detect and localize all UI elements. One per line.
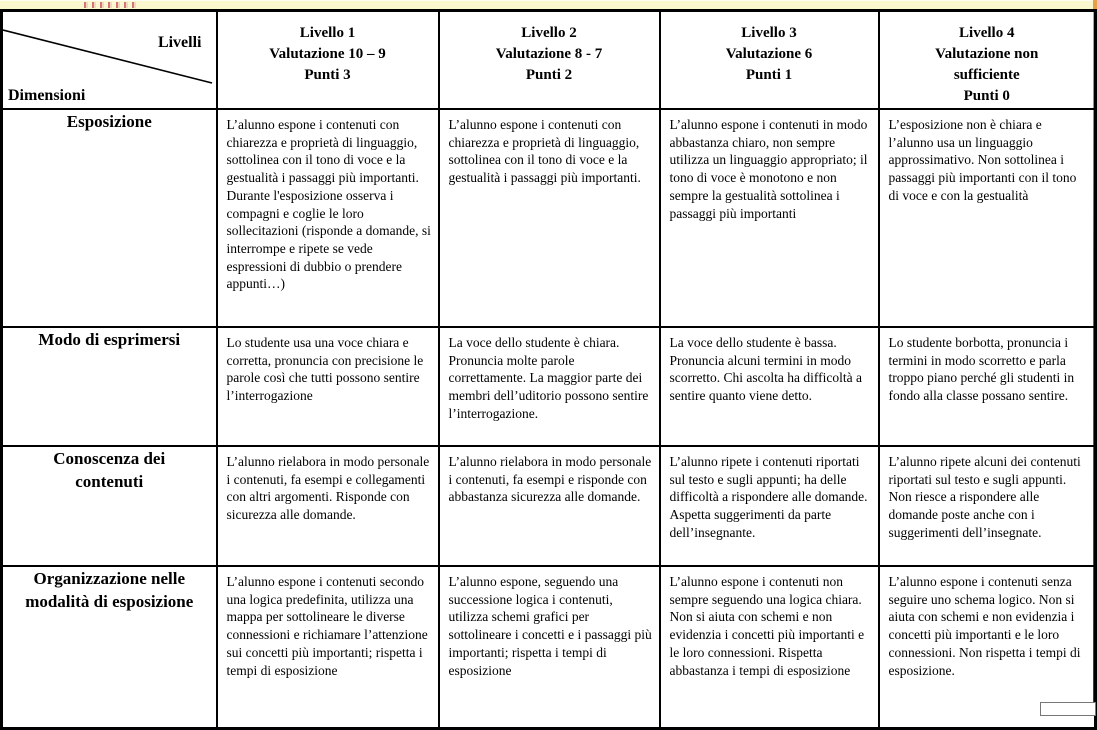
level-title: Livello 2 bbox=[521, 25, 577, 41]
cell-modo-livello-3: La voce dello studente è bassa. Pronuncia alcuni termini in modo scorretto. Chi ascolta ha difficoltà a sentire quanto viene detto. bbox=[660, 327, 879, 446]
corner-cell bbox=[2, 11, 217, 110]
level-valutazione: Valutazione 8 - 7 bbox=[495, 46, 603, 62]
dimension-label-organizzazione: Organizzazione nelle modalità di esposizione bbox=[2, 566, 217, 728]
cut-off-page-box bbox=[1040, 702, 1096, 716]
cell-modo-livello-1: Lo studente usa una voce chiara e corretta, pronuncia con precisione le parole così che tutti possono sentire l’interrogazione bbox=[217, 327, 439, 446]
dimension-label-conoscenza: Conoscenza dei contenuti bbox=[2, 446, 217, 566]
dimension-label-esposizione: Esposizione bbox=[2, 109, 217, 327]
cell-modo-livello-2: La voce dello studente è chiara. Pronuncia molte parole correttamente. La maggior parte dei membri dell’uditorio possono sentire l’interrogazione. bbox=[439, 327, 660, 446]
rubric-table bbox=[0, 9, 1097, 730]
header-livello-1 bbox=[217, 11, 439, 110]
level-punti: Punti 2 bbox=[525, 67, 573, 83]
level-punti: Punti 1 bbox=[745, 67, 793, 83]
cell-conoscenza-livello-4: L’alunno ripete alcuni dei contenuti riportati sul testo e sugli appunti. Non riesce a rispondere alle domande poste anche con i suggerimenti dell’insegnate. bbox=[879, 446, 1096, 566]
header-livello-4 bbox=[879, 11, 1096, 110]
cell-organizzazione-livello-1: L’alunno espone i contenuti secondo una logica predefinita, utilizza una mappa per sottolineare le diverse connessioni e richiamare l’attenzione sui concetti più importanti; rispetta i tempi di esposizione bbox=[217, 566, 439, 728]
cell-esposizione-livello-4: L’esposizione non è chiara e l’alunno usa un linguaggio approssimativo. Non sottolinea i passaggi più importanti con il tono di voce e con la gestualità bbox=[879, 109, 1096, 327]
cell-conoscenza-livello-2: L’alunno rielabora in modo personale i contenuti, fa esempi e risponde con abbastanza sicurezza alle domande. bbox=[439, 446, 660, 566]
level-punti: Punti 0 bbox=[963, 88, 1010, 104]
table-row-modo-di-esprimersi bbox=[2, 327, 1096, 446]
cell-organizzazione-livello-2: L’alunno espone, seguendo una successione logica i contenuti, utilizza schemi grafici per sottolineare i concetti e i passaggi più importanti; rispetta i tempi di esposizione bbox=[439, 566, 660, 728]
level-title: Livello 1 bbox=[299, 25, 356, 41]
table-row-organizzazione bbox=[2, 566, 1096, 728]
level-title: Livello 3 bbox=[741, 25, 797, 41]
cut-off-red-text-fragment bbox=[84, 2, 136, 8]
corner-levels-label: Livelli bbox=[157, 34, 202, 51]
header-livello-2 bbox=[439, 11, 660, 110]
dimension-label-modo-di-esprimersi: Modo di esprimersi bbox=[2, 327, 217, 446]
table-row-conoscenza bbox=[2, 446, 1096, 566]
cell-conoscenza-livello-1: L’alunno rielabora in modo personale i contenuti, fa esempi e collegamenti con altri argomenti. Risponde con sicurezza alle domande. bbox=[217, 446, 439, 566]
cell-organizzazione-livello-4: L’alunno espone i contenuti senza seguire uno schema logico. Non si aiuta con schemi e non evidenzia i concetti più importanti e le loro connessioni. Non rispetta i tempi di esposizione. bbox=[879, 566, 1096, 728]
corner-dimensions-label: Dimensioni bbox=[8, 87, 86, 104]
level-valutazione: Valutazione 10 – 9 bbox=[269, 46, 386, 62]
level-title: Livello 4 bbox=[959, 25, 1015, 41]
cell-esposizione-livello-2: L’alunno espone i contenuti con chiarezza e proprietà di linguaggio, sottolinea con il tono di voce e la gestualità i passaggi più importanti. bbox=[439, 109, 660, 327]
cell-esposizione-livello-3: L’alunno espone i contenuti in modo abbastanza chiaro, non sempre utilizza un linguaggio appropriato; il tono di voce è monotono e non sempre la gestualità sottolinea i passaggi più importanti bbox=[660, 109, 879, 327]
cell-esposizione-livello-1: L’alunno espone i contenuti con chiarezza e proprietà di linguaggio, sottolinea con il tono di voce e la gestualità i passaggi più importanti. Durante l'esposizione osserva i compagni e coglie le loro sollecitazioni (risponde a domande, si interrompe e ripete se vede espressioni di dubbio o prendere appunti…) bbox=[217, 109, 439, 327]
cell-modo-livello-4: Lo studente borbotta, pronuncia i termini in modo scorretto e parla troppo piano perché gli studenti in fondo alla classe possano sentire. bbox=[879, 327, 1096, 446]
cell-conoscenza-livello-3: L’alunno ripete i contenuti riportati sul testo e sugli appunti; ha delle difficoltà a rispondere alle domande. Aspetta suggerimenti da parte dell’insegnante. bbox=[660, 446, 879, 566]
diagonal-divider-line bbox=[3, 12, 214, 99]
level-valutazione: Valutazione 6 bbox=[725, 46, 813, 62]
level-valutazione: Valutazione non sufficiente bbox=[935, 46, 1039, 83]
header-livello-3 bbox=[660, 11, 879, 110]
level-punti: Punti 3 bbox=[304, 67, 351, 83]
cell-organizzazione-livello-3: L’alunno espone i contenuti non sempre seguendo una logica chiara. Non si aiuta con schemi e non evidenzia i concetti più importanti e le loro connessioni. Rispetta abbastanza i tempi di esposizione bbox=[660, 566, 879, 728]
table-row-esposizione bbox=[2, 109, 1096, 327]
header-row bbox=[2, 11, 1096, 110]
